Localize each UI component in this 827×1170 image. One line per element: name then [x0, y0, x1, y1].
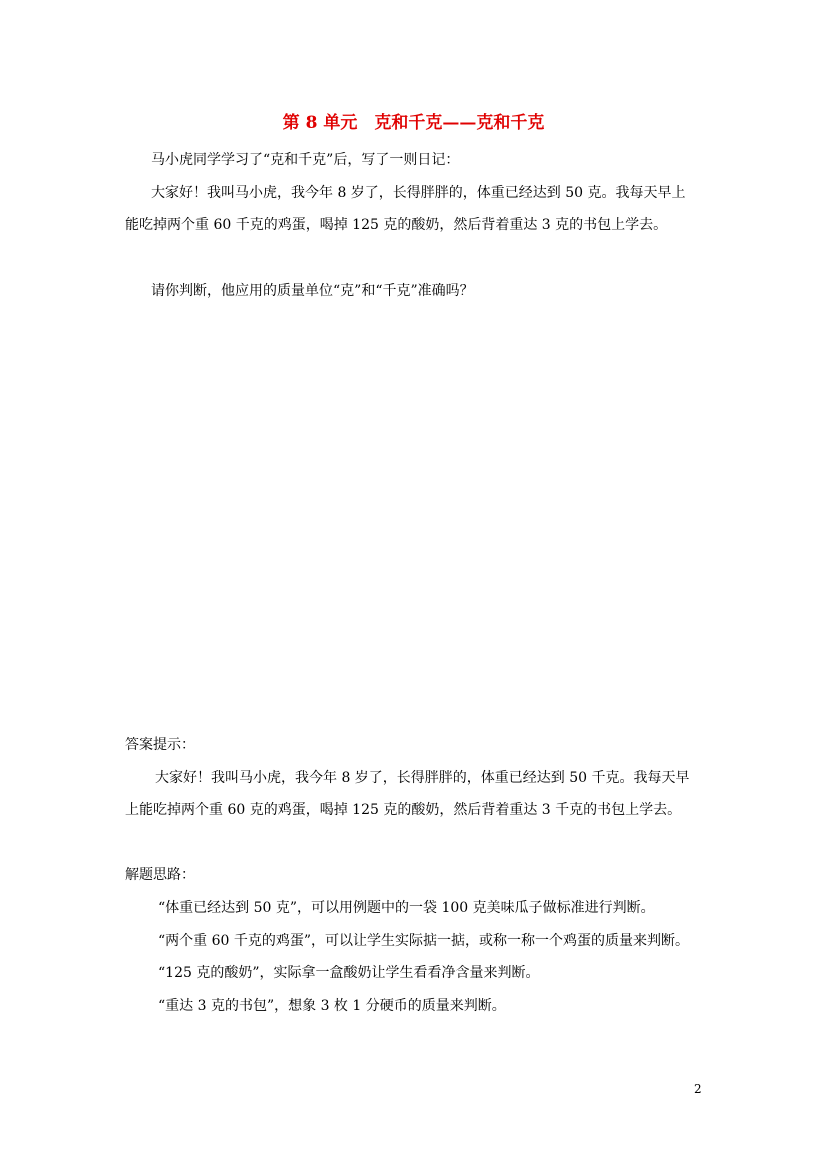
solution-line-3: “125 克的酸奶”，实际拿一盒酸奶让学生看看净含量来判断。: [158, 965, 540, 981]
page-number: 2: [694, 1082, 702, 1096]
answer-line-2: 上能吃掉两个重 60 克的鸡蛋，喝掉 125 克的酸奶，然后背着重达 3 千克的书包上学去。: [125, 802, 682, 818]
question-text: 请你判断，他应用的质量单位“克”和“千克”准确吗？: [151, 283, 474, 299]
diary-line-1: 大家好！我叫马小虎，我今年 8 岁了，长得胖胖的，体重已经达到 50 克。我每天早上: [151, 185, 686, 201]
solution-line-2: “两个重 60 千克的鸡蛋”，可以让学生实际掂一掂，或称一称一个鸡蛋的质量来判断。: [158, 933, 690, 949]
solution-label: 解题思路：: [125, 867, 195, 883]
solution-line-1: “体重已经达到 50 克”，可以用例题中的一袋 100 克美味瓜子做标准进行判断。: [158, 900, 655, 916]
answer-label: 答案提示：: [125, 737, 195, 753]
solution-line-4: “重达 3 克的书包”，想象 3 枚 1 分硬币的质量来判断。: [158, 998, 506, 1014]
intro-text: 马小虎同学学习了“克和千克”后，写了一则日记：: [151, 152, 460, 168]
page-title: 第 8 单元 克和千克——克和千克: [282, 113, 545, 133]
diary-line-2: 能吃掉两个重 60 千克的鸡蛋，喝掉 125 克的酸奶，然后背着重达 3 克的书包上学去。: [125, 217, 668, 233]
answer-line-1: 大家好！我叫马小虎，我今年 8 岁了，长得胖胖的，体重已经达到 50 千克。我每天早: [155, 770, 690, 786]
